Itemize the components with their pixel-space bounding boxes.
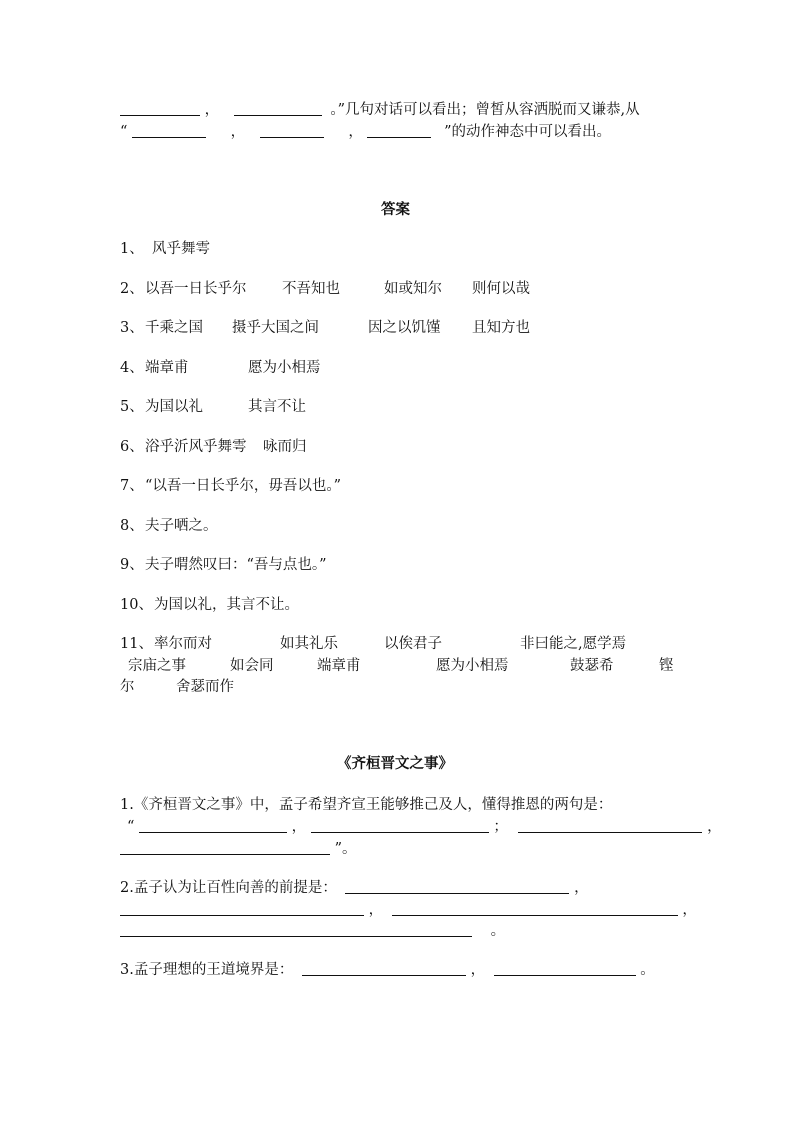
question-2-blanks-row-3 [120,919,505,940]
separator: ； [493,819,508,835]
answer-part: 以吾一日长乎尔 [145,281,247,297]
top-line-2 [120,120,611,141]
blank[interactable] [120,922,472,937]
question-text: 3.孟子理想的王道境界是： [120,962,294,978]
blank[interactable] [139,818,287,833]
separator: ， [707,819,722,835]
question-1-blanks-row-2 [120,837,357,858]
answer-part: 以俟君子 [384,636,442,652]
answer-part: 端章甫 [317,658,361,674]
answer-part: 端章甫 [145,360,189,376]
answer-part: 率尔而对 [154,636,212,652]
answer-number: 8、 [120,518,144,534]
answer-part: 舍瑟而作 [176,679,234,695]
answer-part: 如其礼乐 [280,636,338,652]
section-title: 《齐桓晋文之事》 [337,755,453,772]
separator: ， [574,880,589,896]
answer-part: 愿为小相焉 [248,360,321,376]
answer-part: 夫子哂之。 [145,518,218,534]
answer-part: 为国以礼 [145,399,203,415]
question-2 [120,876,589,897]
answer-part: 尔 [120,679,135,695]
answer-part: “以吾一日长乎尔，毋吾以也。” [145,478,342,494]
answer-part: 风乎舞雩 [152,241,210,257]
separator: ， [230,124,246,140]
answer-part: 且知方也 [472,320,530,336]
question-3 [120,958,655,979]
answer-number: 6、 [120,439,144,455]
blank[interactable] [120,840,330,855]
separator: ， [291,819,307,835]
answer-part: 夫子喟然叹曰：“吾与点也。” [145,557,327,573]
answer-part: 铿 [659,658,674,674]
blank[interactable] [260,123,324,138]
blank[interactable] [302,961,466,976]
answer-part: 不吾知也 [282,281,340,297]
blank[interactable] [311,818,489,833]
answer-part: 非曰能之,愿学焉 [520,636,627,652]
blank[interactable] [367,123,431,138]
separator: ， [368,902,384,918]
end-text: 。 [640,962,655,978]
blank[interactable] [392,901,678,916]
answer-part: 愿为小相焉 [436,658,509,674]
answer-part: 则何以哉 [472,281,530,297]
answer-part: 鼓瑟希 [570,658,614,674]
line-text: ”的动作神态中可以看出。 [444,124,611,140]
separator: ， [470,962,486,978]
blank[interactable] [518,818,702,833]
blank[interactable] [120,101,200,116]
answer-number: 11、 [120,636,153,652]
answer-part: 咏而归 [263,439,307,455]
blank[interactable] [132,123,206,138]
top-line-1 [120,98,640,119]
end-text: ”。 [334,841,357,857]
answer-number: 3、 [120,320,144,336]
blank[interactable] [120,901,364,916]
question-1: 1.《齐桓晋文之事》中，孟子希望齐宣王能够推己及人，懂得推恩的两句是： [120,797,613,813]
answer-number: 9、 [120,557,144,573]
answer-number: 7、 [120,478,144,494]
answer-part: 其言不让 [248,399,306,415]
answer-part: 因之以饥馑 [368,320,441,336]
line-text: 。”几句对话可以看出；曾皙从容洒脱而又谦恭,从 [330,102,640,118]
separator: ， [204,102,220,118]
answer-number: 10、 [120,597,153,613]
answer-part: 如会同 [230,658,274,674]
blank[interactable] [494,961,636,976]
question-text: 2.孟子认为让百性向善的前提是： [120,880,337,896]
open-quote: “ [127,819,135,835]
question-2-blanks-row-2 [120,898,697,919]
answer-part: 为国以礼，其言不让。 [154,597,299,613]
answer-part: 摄乎大国之间 [232,320,319,336]
question-1-blanks-row-1 [127,815,722,836]
separator: ， [348,124,363,140]
answers-heading: 答案 [381,201,410,218]
answer-number: 4、 [120,360,144,376]
answer-number: 5、 [120,399,144,415]
answer-number: 2、 [120,281,144,297]
answer-number: 1、 [120,241,144,257]
answer-part: 浴乎沂风乎舞雩 [145,439,247,455]
open-quote: “ [120,124,128,140]
answer-part: 千乘之国 [145,320,203,336]
end-text: 。 [490,923,506,939]
separator: ， [682,902,697,918]
blank[interactable] [234,101,322,116]
blank[interactable] [345,879,569,894]
answer-part: 宗庙之事 [128,658,186,674]
answer-part: 如或知尔 [384,281,442,297]
